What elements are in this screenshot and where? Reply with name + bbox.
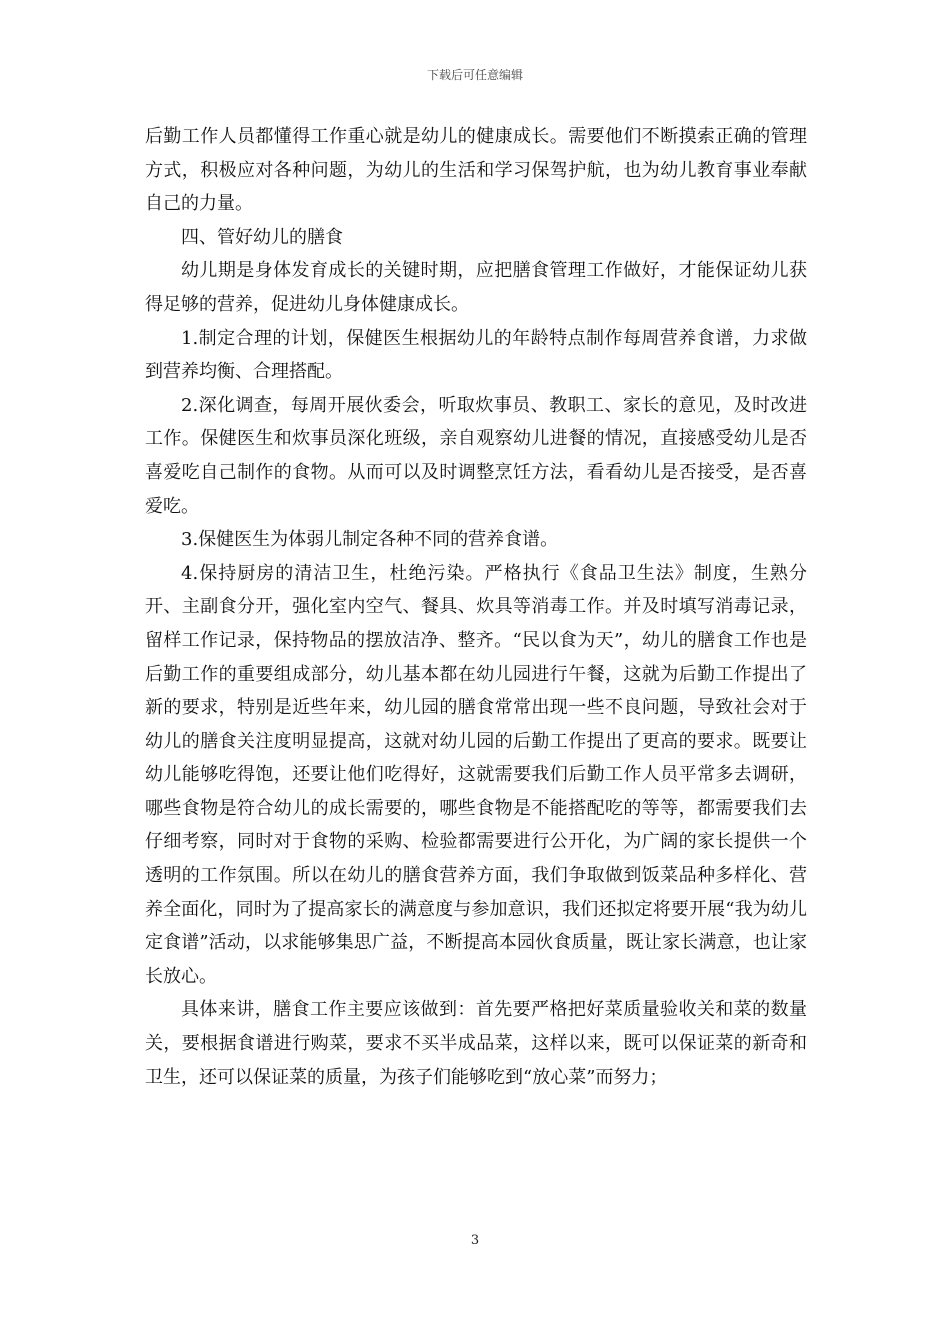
- paragraph: 幼儿期是身体发育成长的关键时期，应把膳食管理工作做好，才能保证幼儿获得足够的营养，促进幼儿身体健康成长。: [145, 260, 807, 315]
- paragraph: 后勤工作人员都懂得工作重心就是幼儿的健康成长。需要他们不断摸索正确的管理方式，积极应对各种问题，为幼儿的生活和学习保驾护航，也为幼儿教育事业奉献自己的力量。: [145, 126, 807, 215]
- list-item: 3.保健医生为体弱儿制定各种不同的营养食谱。: [181, 529, 559, 551]
- paragraph: 具体来讲，膳食工作主要应该做到：首先要严格把好菜质量验收关和菜的数量关，要根据食谱进行购菜，要求不买半成品菜，这样以来，既可以保证菜的新奇和卫生，还可以保证菜的质量，为孩子们能够吃到“放心菜”而努力；: [145, 999, 807, 1088]
- page-number: 3: [470, 1233, 480, 1248]
- document-body: [145, 120, 807, 1094]
- section-heading: 四、管好幼儿的膳食: [181, 226, 343, 248]
- list-item: 1.制定合理的计划，保健医生根据幼儿的年龄特点制作每周营养食谱，力求做到营养均衡、合理搭配。: [145, 327, 807, 383]
- page-header: 下载后可任意编辑: [426, 68, 523, 82]
- list-item: 4.保持厨房的清洁卫生，杜绝污染。严格执行《食品卫生法》制度，生熟分开、主副食分开，强化室内空气、餐具、炊具等消毒工作。并及时填写消毒记录，留样工作记录，保持物品的摆放洁净、整齐。“民以食为天”，幼儿的膳食工作也是后勤工作的重要组成部分，幼儿基本都在幼儿园进行午餐，这就为后勤工作提出了新的要求，特别是近些年来，幼儿园的膳食常常出现一些不良问题，导致社会对于幼儿的膳食关注度明显提高，这就对幼儿园的后勤工作提出了更高的要求。既要让幼儿能够吃得饱，还要让他们吃得好，这就需要我们后勤工作人员平常多去调研，哪些食物是符合幼儿的成长需要的，哪些食物是不能搭配吃的等等，都需要我们去仔细考察，同时对于食物的采购、检验都需要进行公开化，为广阔的家长提供一个透明的工作氛围。所以在幼儿的膳食营养方面，我们争取做到饭菜品种多样化、营养全面化，同时为了提高家长的满意度与参加意识，我们还拟定将要开展“我为幼儿定食谱”活动，以求能够集思广益，不断提高本园伙食质量，既让家长满意，也让家长放心。: [145, 562, 807, 987]
- list-item: 2.深化调查，每周开展伙委会，听取炊事员、教职工、家长的意见，及时改进工作。保健医生和炊事员深化班级，亲自观察幼儿进餐的情况，直接感受幼儿是否喜爱吃自己制作的食物。从而可以及时调整烹饪方法，看看幼儿是否接受，是否喜爱吃。: [145, 394, 807, 517]
